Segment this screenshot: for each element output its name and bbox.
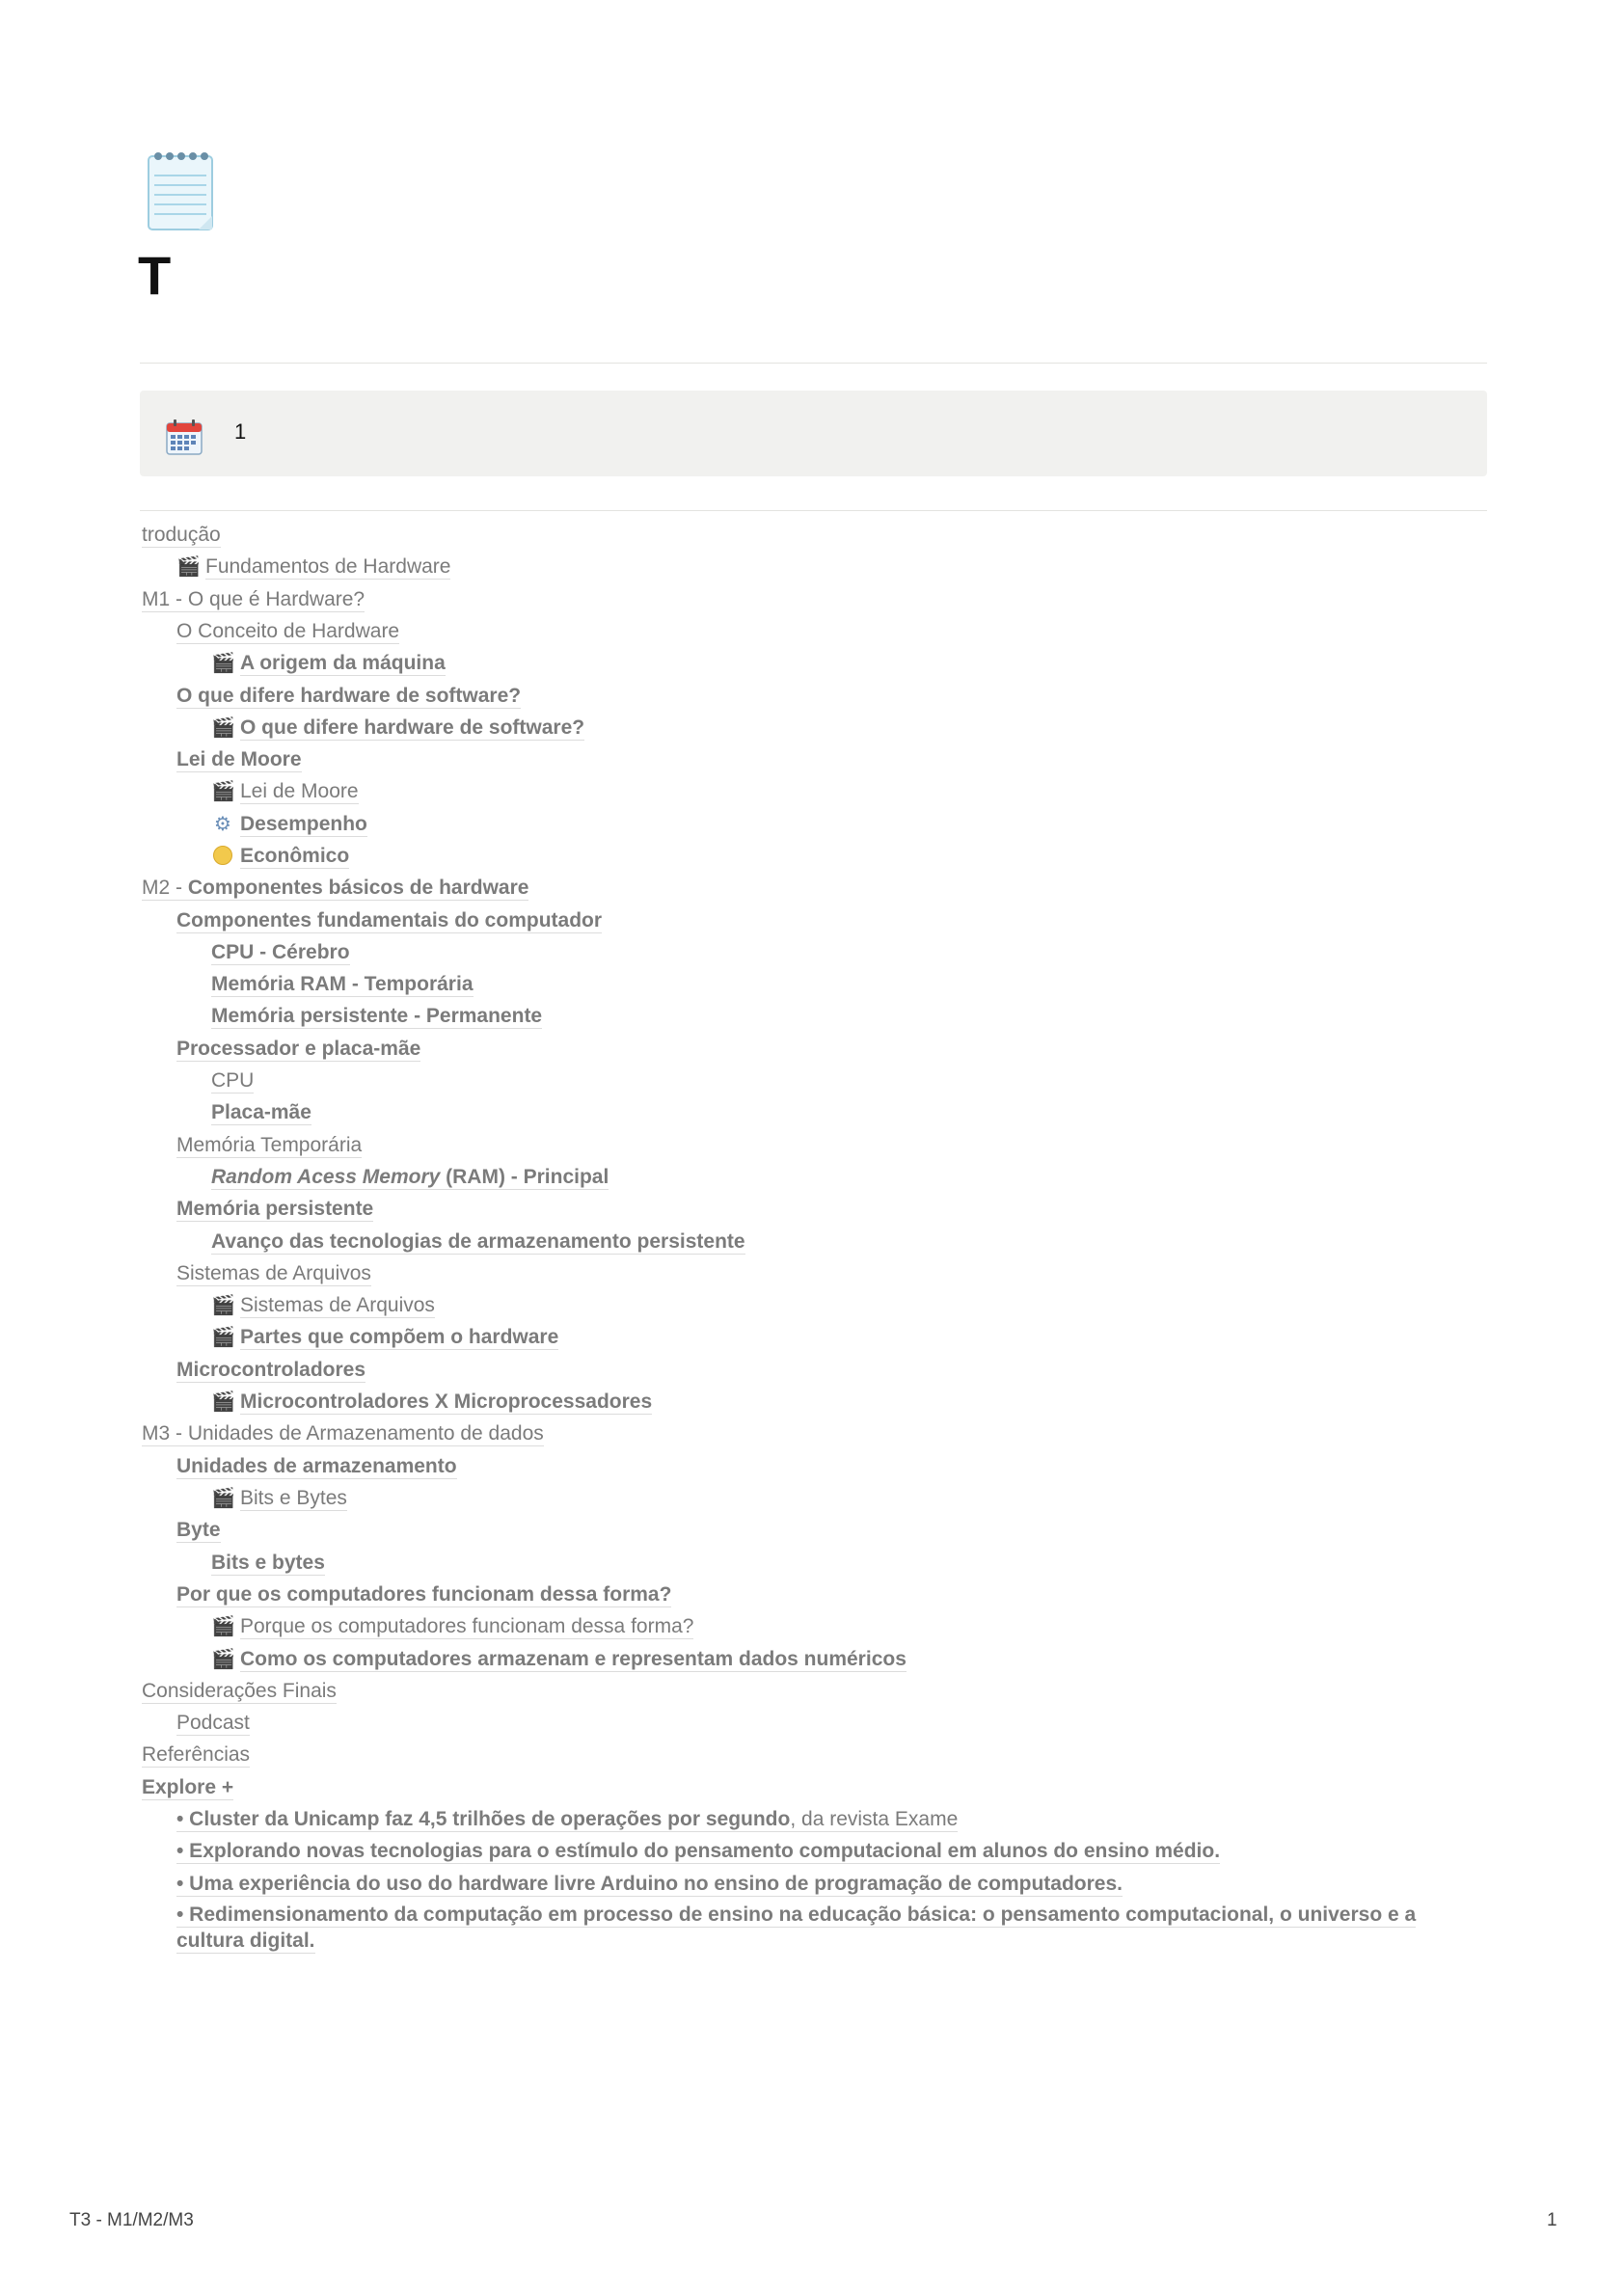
toc-link[interactable] — [176, 1455, 457, 1479]
toc-item[interactable] — [211, 1388, 652, 1417]
toc-link[interactable] — [240, 813, 367, 837]
toc-item[interactable] — [211, 649, 446, 678]
toc-link[interactable] — [176, 1359, 365, 1383]
toc-item[interactable] — [211, 1612, 693, 1641]
toc-label: Lei de Moore — [240, 780, 359, 802]
clapper-icon: 🎬 — [211, 717, 235, 739]
toc-label: O Conceito de Hardware — [176, 620, 400, 642]
toc-item[interactable] — [176, 906, 602, 935]
toc-label: Sistemas de Arquivos — [176, 1262, 371, 1284]
toc-item[interactable] — [176, 553, 450, 581]
toc-link[interactable] — [211, 1552, 325, 1576]
toc-item[interactable] — [176, 1902, 1430, 1954]
toc-link[interactable] — [240, 1294, 435, 1318]
toc-label: A origem da máquina — [240, 652, 446, 674]
toc-item[interactable] — [176, 1356, 365, 1385]
toc-item[interactable] — [176, 1259, 371, 1288]
toc-item[interactable] — [176, 1516, 221, 1545]
toc-link[interactable] — [240, 1487, 347, 1511]
toc-label: • Explorando novas tecnologias para o estímulo do pensamento computacional em alunos do ensino médio. — [176, 1840, 1221, 1862]
toc-link[interactable] — [240, 1648, 907, 1672]
toc-item[interactable] — [211, 1549, 325, 1578]
toc-label: Porque os computadores funcionam dessa forma? — [240, 1615, 694, 1637]
toc-label: Econômico — [240, 845, 350, 867]
toc-link[interactable] — [176, 1134, 362, 1158]
toc-label: Sistemas de Arquivos — [240, 1294, 435, 1316]
divider — [140, 363, 1487, 364]
toc-label: Componentes básicos de hardware — [187, 877, 529, 899]
toc-link[interactable] — [176, 1840, 1220, 1864]
toc-item[interactable] — [142, 1419, 544, 1448]
toc-link[interactable] — [142, 1422, 544, 1446]
toc-label: Componentes fundamentais do computador — [176, 909, 603, 932]
toc-item[interactable] — [176, 1837, 1220, 1866]
toc-item[interactable] — [211, 1002, 542, 1031]
toc-item[interactable] — [176, 1452, 457, 1481]
toc-link[interactable] — [142, 1743, 250, 1768]
toc-label: Bits e Bytes — [240, 1487, 347, 1509]
notepad-icon — [145, 147, 218, 233]
toc-label: Considerações Finais — [142, 1680, 337, 1702]
page-title: T — [138, 245, 172, 306]
toc-link[interactable] — [176, 620, 399, 644]
toc-item[interactable] — [211, 1645, 907, 1674]
toc-label: Como os computadores armazenam e representam dados numéricos — [240, 1648, 907, 1670]
toc-item[interactable] — [211, 938, 350, 967]
toc-item[interactable] — [211, 1098, 311, 1127]
toc-label: Memória RAM - Temporária — [211, 973, 474, 995]
toc-link[interactable] — [176, 1873, 1123, 1897]
toc-link[interactable] — [176, 1904, 1416, 1954]
divider — [140, 510, 1487, 511]
toc-link[interactable] — [142, 588, 365, 612]
toc-label: • Redimensionamento da computação em processo de ensino na educação básica: o pensamento computacional, o universo e a cultura digital. — [176, 1904, 1417, 1952]
toc-link[interactable] — [176, 1262, 371, 1286]
toc-item[interactable] — [142, 521, 221, 550]
toc-item[interactable] — [211, 970, 474, 999]
toc-item[interactable] — [176, 1709, 250, 1738]
clapper-icon: 🎬 — [211, 653, 235, 674]
coin-icon — [213, 846, 232, 865]
toc-item[interactable] — [142, 1741, 250, 1769]
toc-link[interactable] — [142, 877, 528, 901]
toc-item[interactable] — [211, 1291, 435, 1320]
toc-item[interactable] — [211, 1066, 254, 1095]
toc-link[interactable] — [240, 780, 359, 804]
toc-label: O que difere hardware de software? — [176, 685, 522, 707]
toc-label: CPU — [211, 1069, 255, 1092]
toc-item[interactable] — [176, 1580, 671, 1609]
toc-label: Fundamentos de Hardware — [205, 555, 451, 578]
clapper-icon: 🎬 — [211, 1295, 235, 1316]
toc-label: Memória Temporária — [176, 1134, 363, 1156]
toc-label: O que difere hardware de software? — [240, 716, 585, 739]
toc-link[interactable] — [240, 1326, 558, 1350]
toc-item[interactable] — [176, 1131, 362, 1160]
toc-item[interactable] — [142, 585, 365, 614]
toc-item[interactable] — [211, 714, 584, 742]
toc-label: (RAM) - Principal — [440, 1166, 609, 1188]
toc-label: Byte — [176, 1519, 221, 1541]
toc-link[interactable] — [240, 1390, 652, 1415]
toc-label: Por que os computadores funcionam dessa forma? — [176, 1583, 672, 1606]
callout-text: 1 — [234, 419, 247, 444]
toc-label: CPU - Cérebro — [211, 941, 350, 963]
clapper-icon: 🎬 — [211, 1649, 235, 1670]
toc-label: Partes que compõem o hardware — [240, 1326, 559, 1348]
toc-label: Memória persistente - Permanente — [211, 1005, 543, 1027]
toc-label: M3 - Unidades de Armazenamento de dados — [142, 1422, 544, 1444]
callout-box — [140, 391, 1487, 476]
toc-item[interactable] — [176, 1870, 1123, 1899]
toc-label: Bits e bytes — [211, 1552, 325, 1574]
toc-item[interactable] — [176, 1195, 373, 1224]
toc-link[interactable] — [211, 1230, 745, 1255]
toc-prefix: M2 - — [142, 877, 188, 899]
toc-link[interactable] — [211, 1069, 254, 1094]
toc-link[interactable] — [176, 1583, 671, 1607]
calendar-icon — [165, 418, 203, 456]
toc-item[interactable] — [176, 1805, 958, 1834]
toc-item[interactable] — [211, 777, 359, 806]
toc-item[interactable] — [211, 810, 367, 839]
toc-label: Processador e placa-mãe — [176, 1038, 421, 1060]
toc-link[interactable] — [176, 1808, 958, 1832]
toc-link[interactable] — [142, 1680, 337, 1704]
toc-item[interactable] — [211, 1163, 609, 1192]
toc-suffix: , da revista Exame — [790, 1808, 959, 1830]
toc-item[interactable] — [211, 1323, 558, 1352]
toc-link[interactable] — [176, 909, 602, 933]
toc-item[interactable] — [142, 1677, 337, 1706]
toc-item[interactable] — [176, 1035, 420, 1064]
toc-label: Memória persistente — [176, 1198, 374, 1220]
toc-link[interactable] — [211, 973, 474, 997]
toc-label: Explore + — [142, 1776, 234, 1798]
clapper-icon: 🎬 — [211, 1616, 235, 1637]
toc-link[interactable] — [176, 1038, 420, 1062]
toc-link[interactable] — [176, 685, 521, 709]
toc-item[interactable] — [176, 617, 399, 646]
toc-label: Microcontroladores — [176, 1359, 366, 1381]
toc-label: Lei de Moore — [176, 748, 302, 770]
toc-link[interactable] — [205, 555, 450, 580]
toc-item[interactable] — [211, 842, 349, 871]
clapper-icon: 🎬 — [211, 1391, 235, 1413]
toc-link[interactable] — [211, 1005, 542, 1029]
toc-label: trodução — [142, 524, 221, 546]
toc-link[interactable] — [176, 1198, 373, 1222]
toc-link[interactable] — [211, 1101, 311, 1125]
toc-label: • Cluster da Unicamp faz 4,5 trilhões de operações por segundo — [176, 1808, 791, 1830]
toc-link[interactable] — [240, 652, 446, 676]
toc-link[interactable] — [240, 1615, 693, 1639]
toc-item[interactable] — [176, 682, 521, 711]
footer-doc-title: T3 - M1/M2/M3 — [69, 2210, 194, 2230]
toc-item[interactable] — [211, 1484, 347, 1513]
toc-link[interactable] — [176, 748, 302, 772]
toc-label: • Uma experiência do uso do hardware livre Arduino no ensino de programação de computadores. — [176, 1873, 1123, 1895]
clapper-icon: 🎬 — [211, 1488, 235, 1509]
toc-item[interactable] — [142, 1773, 233, 1802]
toc-item[interactable] — [176, 745, 302, 774]
toc-label: Unidades de armazenamento — [176, 1455, 457, 1477]
toc-link[interactable] — [176, 1519, 221, 1543]
toc-italic: Random Acess Memory — [211, 1166, 441, 1188]
toc-label: Desempenho — [240, 813, 367, 835]
toc-label: Placa-mãe — [211, 1101, 311, 1123]
toc-link[interactable] — [142, 524, 221, 548]
toc-label: Avanço das tecnologias de armazenamento persistente — [211, 1230, 745, 1253]
toc-item[interactable] — [211, 1228, 745, 1256]
toc-link[interactable] — [240, 845, 349, 869]
toc-label: Microcontroladores X Microprocessadores — [240, 1390, 653, 1413]
toc-link[interactable] — [211, 941, 350, 965]
footer-page-number: 1 — [1547, 2210, 1557, 2230]
toc-link[interactable] — [142, 1776, 233, 1800]
toc-item[interactable] — [142, 874, 528, 903]
clapper-icon: 🎬 — [211, 781, 235, 802]
toc-link[interactable] — [176, 1712, 250, 1736]
toc-label: M1 - O que é Hardware? — [142, 588, 365, 610]
toc-label: Referências — [142, 1743, 251, 1766]
clapper-icon: 🎬 — [211, 1327, 235, 1348]
clapper-icon: 🎬 — [176, 556, 201, 578]
gear-icon: ⚙ — [214, 814, 231, 835]
toc-link[interactable] — [211, 1166, 609, 1190]
toc-link[interactable] — [240, 716, 584, 741]
toc-label: Podcast — [176, 1712, 250, 1734]
